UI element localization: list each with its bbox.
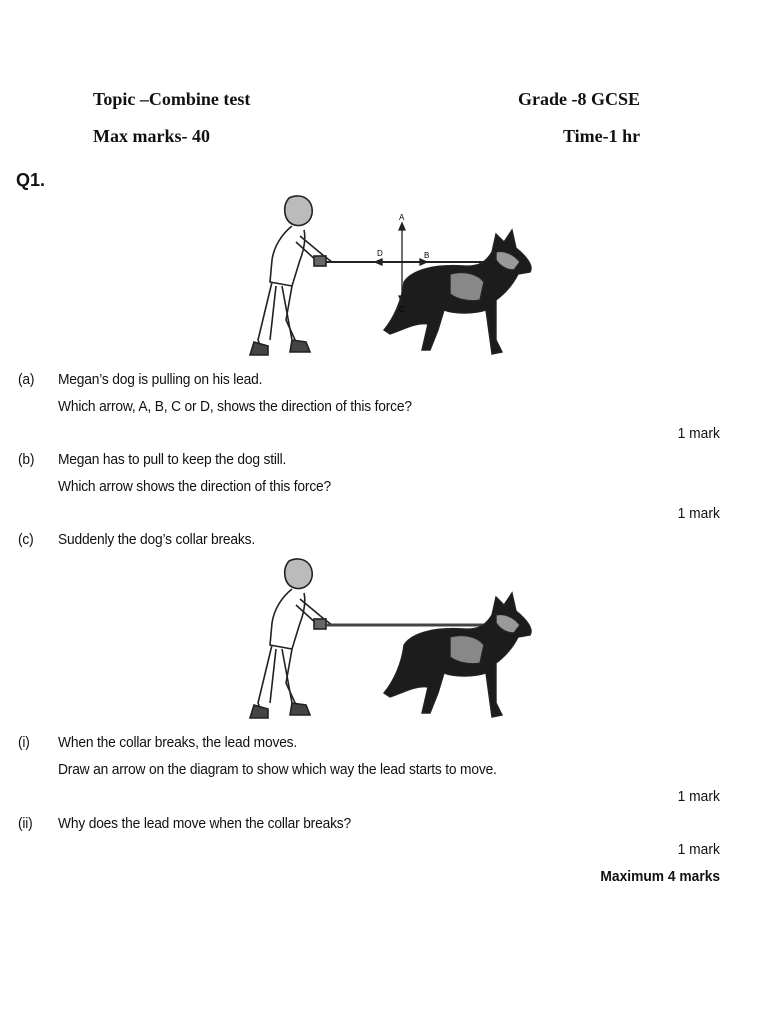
part-ii-label: (ii) bbox=[18, 815, 33, 832]
part-a-label: (a) bbox=[18, 371, 35, 388]
part-b-mark: 1 mark bbox=[677, 505, 720, 522]
part-a-mark: 1 mark bbox=[677, 425, 720, 442]
part-a-line1: Megan’s dog is pulling on his lead. bbox=[58, 371, 263, 388]
question-number: Q1. bbox=[16, 170, 46, 190]
part-b-label: (b) bbox=[18, 451, 35, 468]
arrow-label-c: C bbox=[399, 305, 405, 314]
grade-label: Grade -8 GCSE bbox=[518, 89, 641, 109]
part-ii-line1: Why does the lead move when the collar breaks? bbox=[58, 815, 352, 832]
maximum-marks: Maximum 4 marks bbox=[600, 868, 720, 885]
time-label: Time-1 hr bbox=[563, 126, 641, 146]
part-i-line1: When the collar breaks, the lead moves. bbox=[58, 734, 298, 751]
girl-illustration bbox=[250, 559, 332, 718]
arrow-label-a: A bbox=[399, 213, 405, 222]
figure-girl-dog-lead bbox=[234, 553, 546, 728]
part-b-line1: Megan has to pull to keep the dog still. bbox=[58, 451, 287, 468]
part-i-mark: 1 mark bbox=[677, 788, 720, 805]
max-marks-label: Max marks- 40 bbox=[93, 126, 210, 146]
figure-girl-dog-arrows bbox=[234, 190, 546, 365]
part-c-label: (c) bbox=[18, 531, 34, 548]
part-b-line2: Which arrow shows the direction of this force? bbox=[58, 478, 332, 495]
part-i-line2: Draw an arrow on the diagram to show which way the lead starts to move. bbox=[58, 761, 497, 778]
dog-illustration bbox=[384, 230, 531, 354]
part-i-label: (i) bbox=[18, 734, 30, 751]
girl-illustration bbox=[250, 196, 332, 355]
dog-illustration bbox=[384, 593, 531, 717]
part-a-line2: Which arrow, A, B, C or D, shows the direction of this force? bbox=[58, 398, 412, 415]
arrow-label-b: B bbox=[424, 251, 430, 260]
topic-title: Topic –Combine test bbox=[93, 89, 251, 109]
arrow-label-d: D bbox=[377, 249, 383, 258]
part-ii-mark: 1 mark bbox=[677, 841, 720, 858]
part-c-line1: Suddenly the dog’s collar breaks. bbox=[58, 531, 255, 548]
